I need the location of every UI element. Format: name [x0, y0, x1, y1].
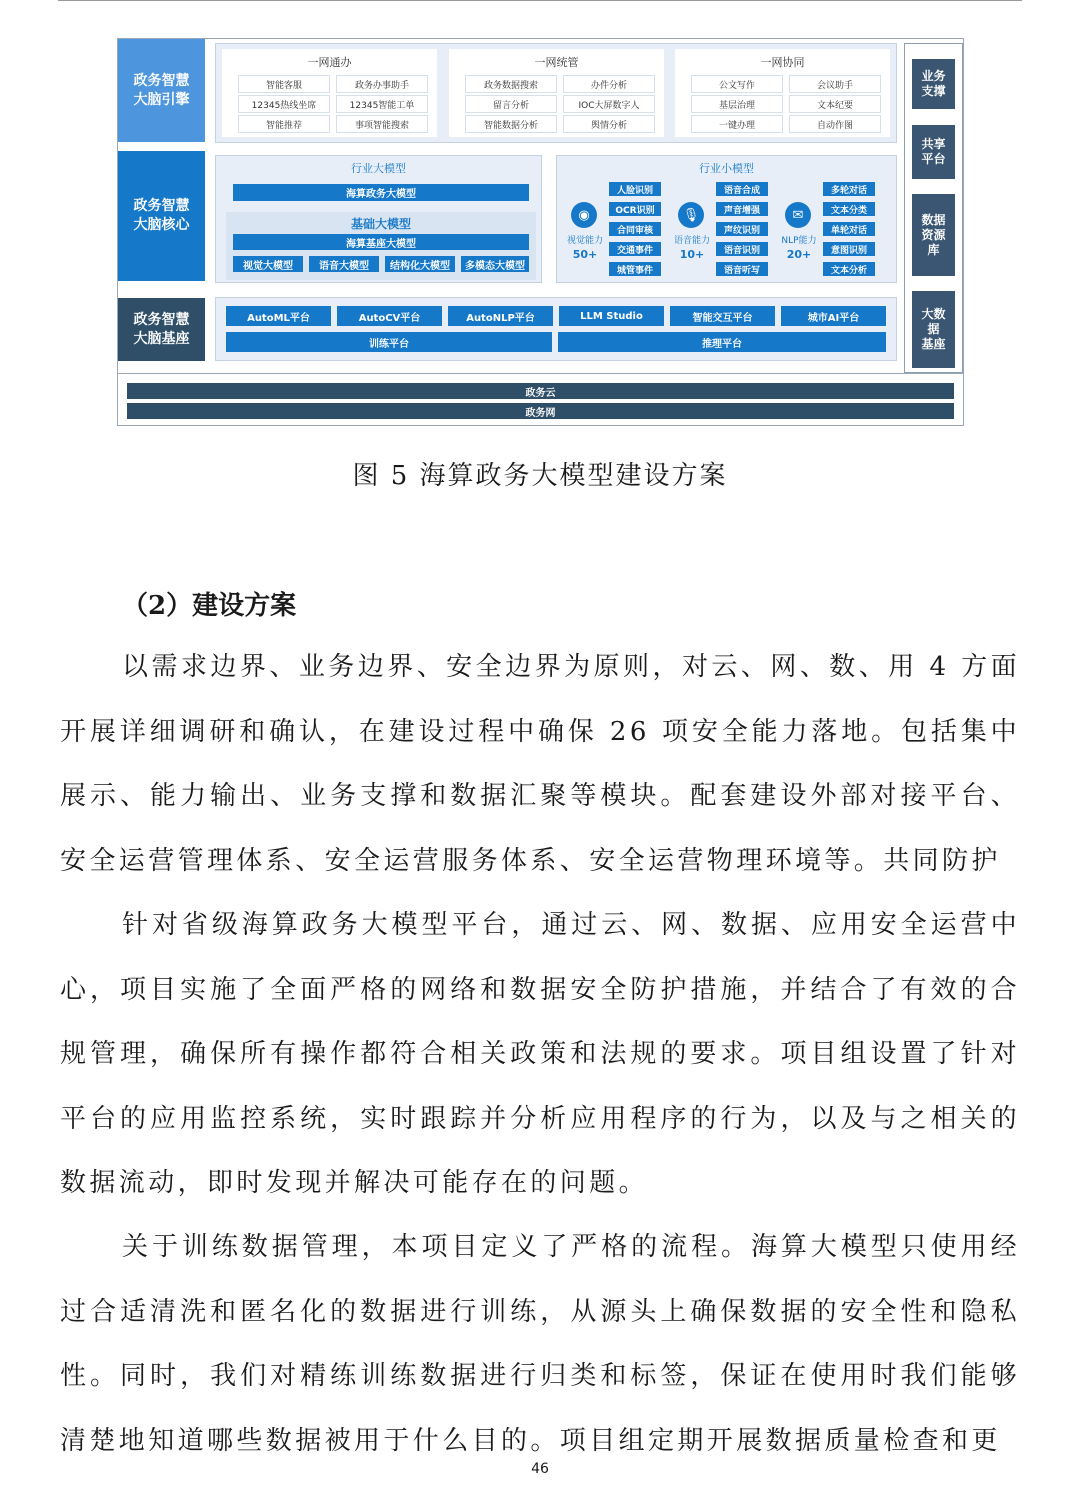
right-col-share: 共享 平台 [912, 125, 955, 179]
capability-item: 多轮对话 [823, 182, 875, 196]
engine-group-3 [675, 49, 890, 137]
base-bar: 海算基座大模型 [233, 234, 529, 250]
base-platform-bar: AutoNLP平台 [448, 306, 553, 326]
core-large-panel [215, 155, 542, 283]
right-col-bigdata: 大数 据 基座 [912, 291, 955, 368]
engine-item: 会议助手 [789, 75, 881, 93]
capability-item: 城管事件 [609, 262, 661, 276]
capability-item: 语音听写 [716, 262, 768, 276]
engine-item: 留言分析 [465, 95, 557, 113]
eye-icon: ◉ [571, 202, 597, 228]
capability-item: OCR识别 [609, 202, 661, 216]
architecture-diagram [117, 38, 964, 426]
top-rule [58, 0, 1022, 1]
engine-item: 自动作图 [789, 115, 881, 133]
capability-item: 声音增强 [716, 202, 768, 216]
base-platform-bar: AutoCV平台 [337, 306, 442, 326]
engine-group-title: 一网统管 [534, 56, 579, 69]
engine-item: 办件分析 [563, 75, 655, 93]
base-sub-visual: 视觉大模型 [233, 256, 303, 272]
capability-item: 交通事件 [609, 242, 661, 256]
engine-item: 基层治理 [691, 95, 783, 113]
capability-count: 20+ [786, 248, 812, 261]
right-col-business: 业务 支撑 [912, 59, 955, 109]
capability-count: 50+ [572, 248, 598, 261]
industry-large-title: 行业大模型 [351, 162, 406, 175]
microphone-icon: 🎙 [678, 202, 704, 228]
base-sub-voice: 语音大模型 [309, 256, 379, 272]
capability-item: 意图识别 [823, 242, 875, 256]
gov-cloud-bar: 政务云 [127, 383, 954, 399]
engine-item: IOC大屏数字人 [563, 95, 655, 113]
engine-item: 事项智能搜索 [336, 115, 428, 133]
infer-platform-bar: 推理平台 [558, 332, 886, 352]
base-sub-structured: 结构化大模型 [385, 256, 455, 272]
industry-small-title: 行业小模型 [699, 162, 754, 175]
left-label-engine: 政务智慧 大脑引擎 [118, 39, 205, 142]
engine-item: 一键办理 [691, 115, 783, 133]
engine-item: 文本纪要 [789, 95, 881, 113]
capability-label: NLP能力 [781, 236, 817, 246]
engine-group-title: 一网通办 [307, 56, 352, 69]
engine-item: 公文写作 [691, 75, 783, 93]
capability-item: 语音识别 [716, 242, 768, 256]
paragraph-1: 以需求边界、业务边界、安全边界为原则，对云、网、数、用 4 方面开展详细调研和确认，在建设过程中确保 26 项安全能力落地。包括集中展示、能力输出、业务支撑和数据汇聚等模块。配套建设外部对接平台、安全运营管理体系、安全运营服务体系、安全运营物理环境等。共同防护 [60, 652, 1020, 876]
paragraph-3: 关于训练数据管理，本项目定义了严格的流程。海算大模型只使用经过合适清洗和匿名化的数据进行训练，从源头上确保数据的安全性和隐私性。同时，我们对精练训练数据进行归类和标签，保证在使用时我们能够清楚地知道哪些数据被用于什么目的。项目组定期开展数据质量检查和更 [60, 1232, 1020, 1456]
capability-item: 单轮对话 [823, 222, 875, 236]
capability-item: 人脸识别 [609, 182, 661, 196]
figure-caption: 图 5 海算政务大模型建设方案 [352, 461, 728, 491]
capability-label: 视觉能力 [566, 236, 603, 246]
engine-item: 智能推荐 [238, 115, 330, 133]
engine-group-title: 一网协同 [760, 56, 805, 69]
engine-item: 政务办事助手 [336, 75, 428, 93]
base-sub-multimodal: 多模态大模型 [461, 256, 529, 272]
engine-group-2 [449, 49, 664, 137]
engine-item: 智能客服 [238, 75, 330, 93]
core-small-panel [556, 155, 897, 283]
base-platform-bar: AutoML平台 [226, 306, 331, 326]
engine-group-1 [222, 49, 437, 137]
capability-item: 合同审核 [609, 222, 661, 236]
base-platform-bar: LLM Studio [559, 306, 664, 326]
industry-large-bar: 海算政务大模型 [233, 184, 529, 201]
capability-count: 10+ [679, 248, 705, 261]
base-title: 基础大模型 [350, 217, 411, 231]
train-platform-bar: 训练平台 [226, 332, 552, 352]
capability-item: 文本分析 [823, 262, 875, 276]
right-col-data: 数据 资源 库 [912, 194, 955, 276]
section-title: （2）建设方案 [122, 591, 297, 621]
page-number: 46 [531, 1461, 549, 1477]
capability-item: 声纹识别 [716, 222, 768, 236]
capability-label: 语音能力 [673, 236, 710, 246]
base-model-box [226, 212, 536, 280]
base-platform-bar: 智能交互平台 [670, 306, 775, 326]
left-label-base: 政务智慧 大脑基座 [118, 298, 205, 361]
engine-item: 12345智能工单 [336, 95, 428, 113]
engine-item: 舆情分析 [563, 115, 655, 133]
base-platform-bar: 城市AI平台 [781, 306, 886, 326]
left-label-core: 政务智慧 大脑核心 [118, 151, 205, 281]
chat-icon: ✉ [785, 202, 811, 228]
engine-item: 12345热线坐席 [238, 95, 330, 113]
capability-item: 语音合成 [716, 182, 768, 196]
engine-item: 政务数据搜索 [465, 75, 557, 93]
paragraph-2: 针对省级海算政务大模型平台，通过云、网、数据、应用安全运营中心，项目实施了全面严格的网络和数据安全防护措施，并结合了有效的合规管理，确保所有操作都符合相关政策和法规的要求。项目组设置了针对平台的应用监控系统，实时跟踪并分析应用程序的行为，以及与之相关的数据流动，即时发现并解决可能存在的问题。 [60, 910, 1020, 1199]
engine-item: 智能数据分析 [465, 115, 557, 133]
capability-item: 文本分类 [823, 202, 875, 216]
gov-network-bar: 政务网 [127, 403, 954, 419]
